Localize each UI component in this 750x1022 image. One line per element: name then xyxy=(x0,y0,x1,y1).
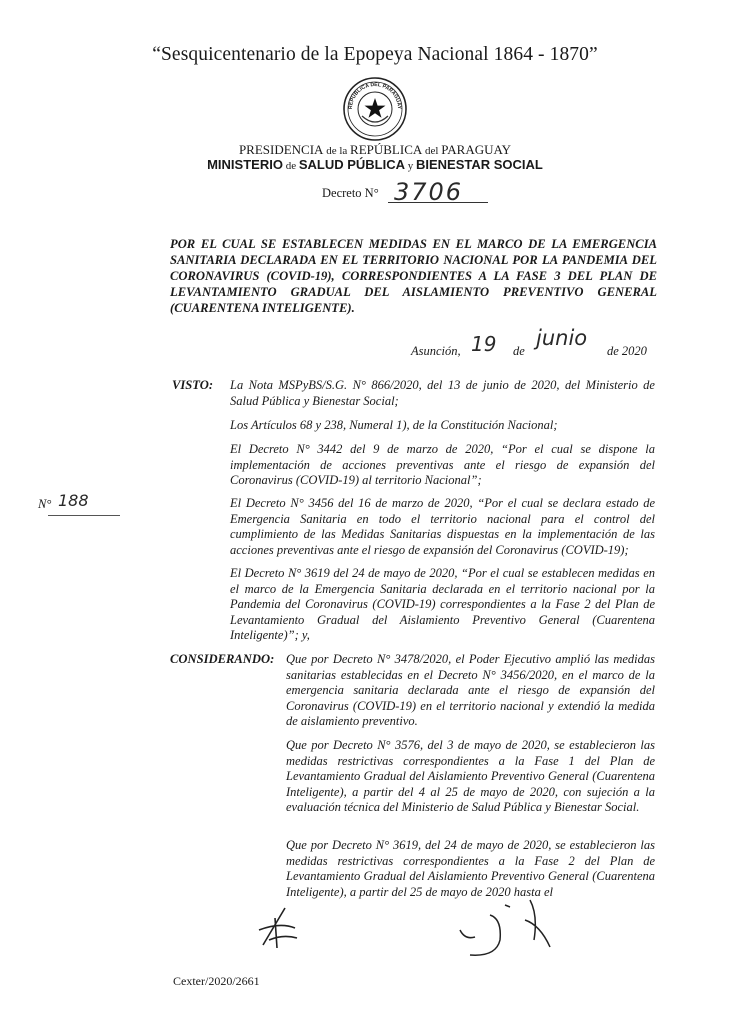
visto-label: VISTO: xyxy=(172,378,214,392)
initials-signature xyxy=(255,900,305,955)
margin-number-value: 188 xyxy=(58,491,89,510)
date-de: de xyxy=(513,344,525,358)
visto-paragraph: La Nota MSPyBS/S.G. N° 866/2020, del 13 de junio de 2020, del Ministerio de Salud Pública y Bienestar Social; xyxy=(230,378,655,408)
visto-paragraph: El Decreto N° 3456 del 16 de marzo de 2020, “Por el cual se declara estado de Emergencia Sanitaria en todo el territorio nacional para el control del cumplimiento de las Medidas Sanitarias dispuestas en la implementación de las acciones preventivas ante el riesgo de expansión del Coronavirus (COVID-19); xyxy=(230,496,655,557)
visto-paragraph: El Decreto N° 3619 del 24 de mayo de 2020, “Por el cual se establecen medidas en el marco de la Emergencia Sanitaria declarada en el territorio nacional por la Pandemia del Coronavirus (COVID-19) correspondientes a la Fase 2 del Plan de Levantamiento Gradual del Aislamiento Preventivo General (Cuarentena Inteligente)”; y, xyxy=(230,566,655,643)
date-month: junio xyxy=(536,326,588,350)
decreto-number: 3706 xyxy=(394,178,464,206)
visto-paragraph: El Decreto N° 3442 del 9 de marzo de 2020, “Por el cual se dispone la implementación de acciones preventivas ante el riesgo de expansión del Coronavirus (COVID-19) al territorio Nacional”; xyxy=(230,442,655,488)
visto-paragraph: Los Artículos 68 y 238, Numeral 1), de la Constitución Nacional; xyxy=(230,418,558,432)
date-city: Asunción, xyxy=(411,344,461,358)
margin-number-underline xyxy=(48,515,120,516)
considerando-paragraph: Que por Decreto N° 3478/2020, el Poder Ejecutivo amplió las medidas sanitarias establecidas en el Decreto N° 3456/2020, en el marco de la emergencia sanitaria declarada ante el riesgo de expansión del Coronavirus (COVID-19) en el territorio nacional y extendió la medida de aislamiento preventivo. xyxy=(286,652,655,729)
svg-text:REPÚBLICA DEL PARAGUAY: REPÚBLICA DEL PARAGUAY xyxy=(347,81,403,110)
presidencia-line: PRESIDENCIA de la REPÚBLICA del PARAGUAY xyxy=(238,142,512,157)
date-year: de 2020 xyxy=(607,344,647,358)
ministerio-line: MINISTERIO de SALUD PÚBLICA y BIENESTAR SOCIAL xyxy=(207,157,543,172)
considerando-paragraph: Que por Decreto N° 3576, del 3 de mayo de 2020, se establecieron las medidas restrictivas correspondientes a la Fase 1 del Plan de Levantamiento Gradual del Aislamiento Preventivo General (Cuarentena Inteligente), a partir del 4 al 25 de mayo de 2020, con sujeción a la evaluación técnica del Ministerio de Salud Pública y Bienestar Social. xyxy=(286,738,655,815)
considerando-label: CONSIDERANDO: xyxy=(170,652,275,666)
margin-number-label: N° xyxy=(38,497,52,511)
national-seal-icon xyxy=(342,76,408,142)
decreto-label: Decreto N° xyxy=(322,186,379,200)
considerando-paragraph: Que por Decreto N° 3619, del 24 de mayo de 2020, se establecieron las medidas restrictivas correspondientes a la Fase 2 del Plan de Levantamiento Gradual del Aislamiento Preventivo General (Cuarentena Inteligente), a partir del 25 de mayo de 2020 hasta el xyxy=(286,838,655,899)
decree-title: POR EL CUAL SE ESTABLECEN MEDIDAS EN EL MARCO DE LA EMERGENCIA SANITARIA DECLARADA EN EL TERRITORIO NACIONAL POR LA PANDEMIA DEL CORONAVIRUS (COVID-19), CORRESPONDIENTES A LA FASE 3 DEL PLAN DE LEVANTAMIENTO GRADUAL DEL AISLAMIENTO PREVENTIVO GENERAL (CUARENTENA INTELIGENTE). xyxy=(170,237,657,315)
header-motto: “Sesquicentenario de la Epopeya Nacional 1864 - 1870” xyxy=(152,44,598,65)
footer-reference: Cexter/2020/2661 xyxy=(173,974,260,988)
date-day: 19 xyxy=(471,332,497,356)
